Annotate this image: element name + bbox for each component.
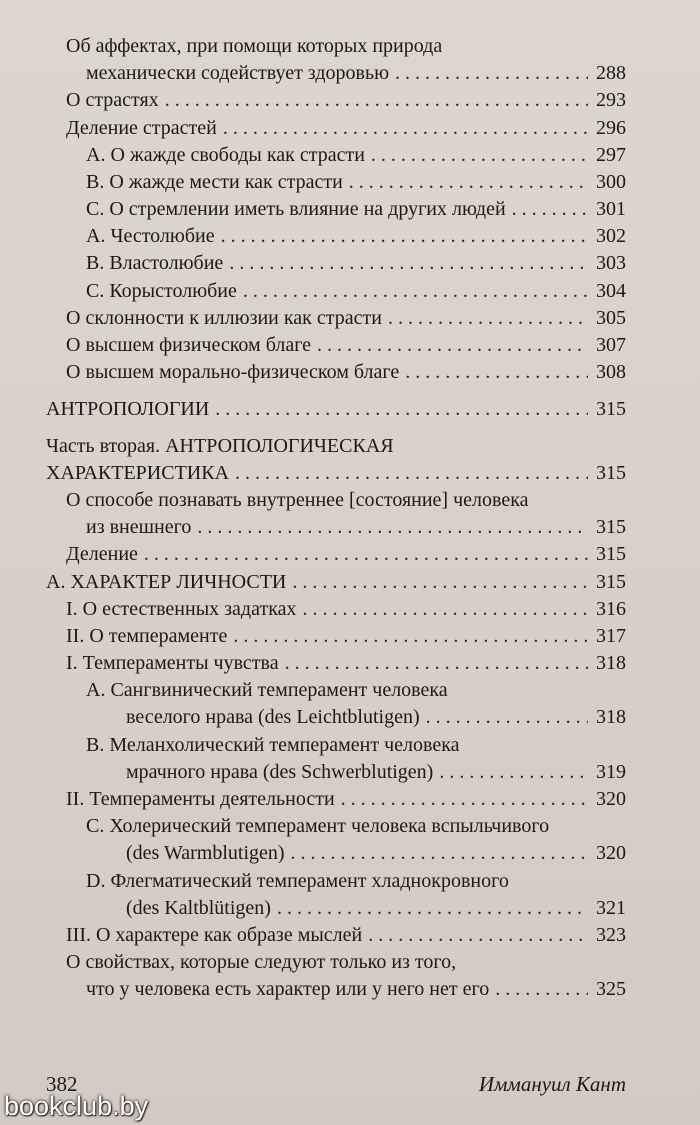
toc-entry [46, 305, 626, 332]
toc-group-anthropology [46, 396, 626, 423]
toc-entry-page: 288 [596, 62, 626, 85]
toc-entry [46, 87, 626, 114]
toc-entry [46, 949, 626, 976]
toc-leader-dots [302, 596, 588, 623]
toc-entry-page: 307 [596, 334, 626, 357]
toc-entry [46, 813, 626, 840]
toc-entry-title: О склонности к иллюзии как страсти [66, 306, 382, 329]
toc-leader-dots [223, 115, 588, 142]
toc-entry [46, 596, 626, 623]
toc-entry-title: С. Холерический темперамент человека вспыльчивого [86, 815, 550, 838]
toc-entry-page: 315 [596, 398, 626, 421]
toc-entry-page: 320 [596, 842, 626, 865]
toc-entry [46, 732, 626, 759]
toc-leader-dots [144, 541, 588, 568]
toc-entry-title: II. О темпераменте [66, 624, 228, 647]
toc-leader-dots [221, 223, 588, 250]
toc-leader-dots [285, 650, 588, 677]
toc-entry-title: АНТРОПОЛОГИИ [46, 398, 210, 421]
toc-entry [46, 922, 626, 949]
toc-entry-title: мрачного нрава (des Schwerblutigen) [126, 760, 434, 783]
toc-entry-page: 315 [596, 570, 626, 593]
toc-entry-page: 325 [596, 978, 626, 1001]
toc-entry-title: О способе познавать внутреннее [состояние] человека [66, 489, 529, 511]
toc-entry [46, 278, 626, 305]
toc-entry-title: Об аффектах, при помощи которых природа [66, 35, 443, 57]
toc-leader-dots [439, 759, 588, 786]
toc-entry-title: веселого нрава (des Leichtblutigen) [126, 706, 420, 729]
toc-entry-page: 321 [596, 896, 626, 919]
toc-leader-dots [495, 976, 588, 1003]
toc-leader-dots [291, 840, 588, 867]
toc-entry [46, 196, 626, 223]
toc-entry [46, 895, 626, 922]
toc-leader-dots [405, 359, 588, 386]
toc-entry [46, 332, 626, 359]
toc-entry-title: С. О стремлении иметь влияние на других людей [86, 198, 506, 221]
toc-entry-title: А. Сангвинический темперамент человека [86, 679, 448, 702]
toc-entry-title: В. О жажде мести как страсти [86, 170, 343, 193]
toc-entry-title: В. Меланхолический темперамент человека [86, 733, 460, 756]
toc-entry [46, 541, 626, 568]
toc-entry-page: 301 [596, 198, 626, 221]
toc-entry [46, 759, 626, 786]
toc-entry-page: 318 [596, 706, 626, 729]
toc-leader-dots [349, 169, 588, 196]
toc-entry [46, 460, 626, 487]
toc-leader-dots [371, 142, 588, 169]
toc-entry-page: 316 [596, 597, 626, 620]
toc-entry-title: А. О жажде свободы как страсти [86, 143, 365, 166]
toc-entry-page: 296 [596, 116, 626, 139]
table-of-contents [46, 33, 626, 1004]
toc-leader-dots [229, 250, 588, 277]
toc-leader-dots [243, 278, 588, 305]
toc-leader-dots [368, 922, 588, 949]
toc-entry-page: 315 [596, 543, 626, 566]
toc-entry-title: механически содействует здоровью [86, 62, 390, 85]
toc-entry [46, 433, 626, 460]
toc-entry [46, 623, 626, 650]
toc-entry [46, 251, 626, 278]
toc-entry [46, 650, 626, 677]
toc-entry [46, 359, 626, 386]
toc-leader-dots [317, 332, 588, 359]
toc-entry [46, 142, 626, 169]
toc-entry-title: (des Kaltblütigen) [126, 896, 271, 919]
toc-leader-dots [215, 396, 588, 423]
toc-entry-page: 303 [596, 252, 626, 275]
toc-entry-page: 293 [596, 89, 626, 112]
toc-leader-dots [233, 623, 588, 650]
toc-entry-page: 323 [596, 923, 626, 946]
toc-entry-page: 315 [596, 461, 626, 484]
toc-entry [46, 840, 626, 867]
toc-leader-dots [341, 786, 588, 813]
toc-entry-page: 315 [596, 516, 626, 539]
toc-leader-dots [165, 87, 588, 114]
toc-entry-page: 319 [596, 760, 626, 783]
page-number: 382 [46, 1072, 78, 1096]
toc-entry [46, 514, 626, 541]
toc-entry [46, 569, 626, 596]
toc-entry [46, 677, 626, 704]
toc-entry-title: что у человека есть характер или у него нет его [86, 978, 490, 1001]
toc-entry-title: Часть вторая. АНТРОПОЛОГИЧЕСКАЯ [46, 434, 394, 457]
toc-entry-title: из внешнего [86, 516, 192, 539]
toc-entry [46, 487, 626, 514]
running-author: Иммануил Кант [478, 1072, 626, 1096]
toc-leader-dots [395, 60, 588, 87]
toc-leader-dots [388, 305, 588, 332]
toc-group-passions [46, 33, 626, 386]
toc-entry-title: О свойствах, которые следуют только из того, [66, 951, 457, 974]
toc-leader-dots [197, 514, 588, 541]
toc-leader-dots [277, 895, 588, 922]
toc-entry-page: 300 [596, 170, 626, 193]
toc-entry [46, 976, 626, 1003]
toc-leader-dots [235, 460, 588, 487]
toc-entry-title: О высшем физическом благе [66, 334, 312, 357]
toc-entry-title: I. Темпераменты чувства [66, 652, 279, 675]
toc-entry-title: (des Warmblutigen) [126, 842, 285, 865]
toc-entry-page: 308 [596, 361, 626, 384]
toc-leader-dots [292, 569, 588, 596]
toc-entry [46, 223, 626, 250]
toc-entry-title: В. Властолюбие [86, 252, 224, 275]
toc-entry-title: С. Корыстолюбие [86, 279, 237, 302]
toc-entry [46, 33, 626, 60]
toc-entry-title: О высшем морально-физическом благе [66, 361, 400, 384]
toc-entry-page: 305 [596, 306, 626, 329]
toc-entry-page: 297 [596, 143, 626, 166]
toc-entry-title: D. Флегматический темперамент хладнокровного [86, 869, 509, 892]
toc-entry-page: 320 [596, 788, 626, 811]
toc-entry [46, 705, 626, 732]
toc-entry-title: ХАРАКТЕРИСТИКА [46, 461, 230, 484]
toc-entry-title: Деление [66, 543, 138, 566]
toc-entry-title: I. О естественных задатках [66, 597, 297, 620]
toc-entry-title: Деление страстей [66, 116, 217, 139]
toc-entry [46, 60, 626, 87]
watermark: bookclub.by [4, 1091, 149, 1121]
toc-entry [46, 169, 626, 196]
toc-leader-dots [426, 704, 588, 731]
toc-leader-dots [512, 196, 588, 223]
toc-entry-title: А. ХАРАКТЕР ЛИЧНОСТИ [46, 570, 287, 593]
toc-entry [46, 115, 626, 142]
toc-entry-title: А. Честолюбие [86, 225, 215, 248]
toc-entry-page: 302 [596, 225, 626, 248]
toc-entry-title: III. О характере как образе мыслей [66, 923, 363, 946]
toc-entry-page: 317 [596, 624, 626, 647]
toc-entry-page: 318 [596, 652, 626, 675]
toc-entry-title: II. Темпераменты деятельности [66, 788, 335, 811]
toc-entry-page: 304 [596, 279, 626, 302]
toc-entry-title: О страстях [66, 89, 159, 112]
toc-entry [46, 396, 626, 423]
toc-group-characteristics [46, 433, 626, 1004]
toc-entry [46, 786, 626, 813]
toc-entry [46, 868, 626, 895]
